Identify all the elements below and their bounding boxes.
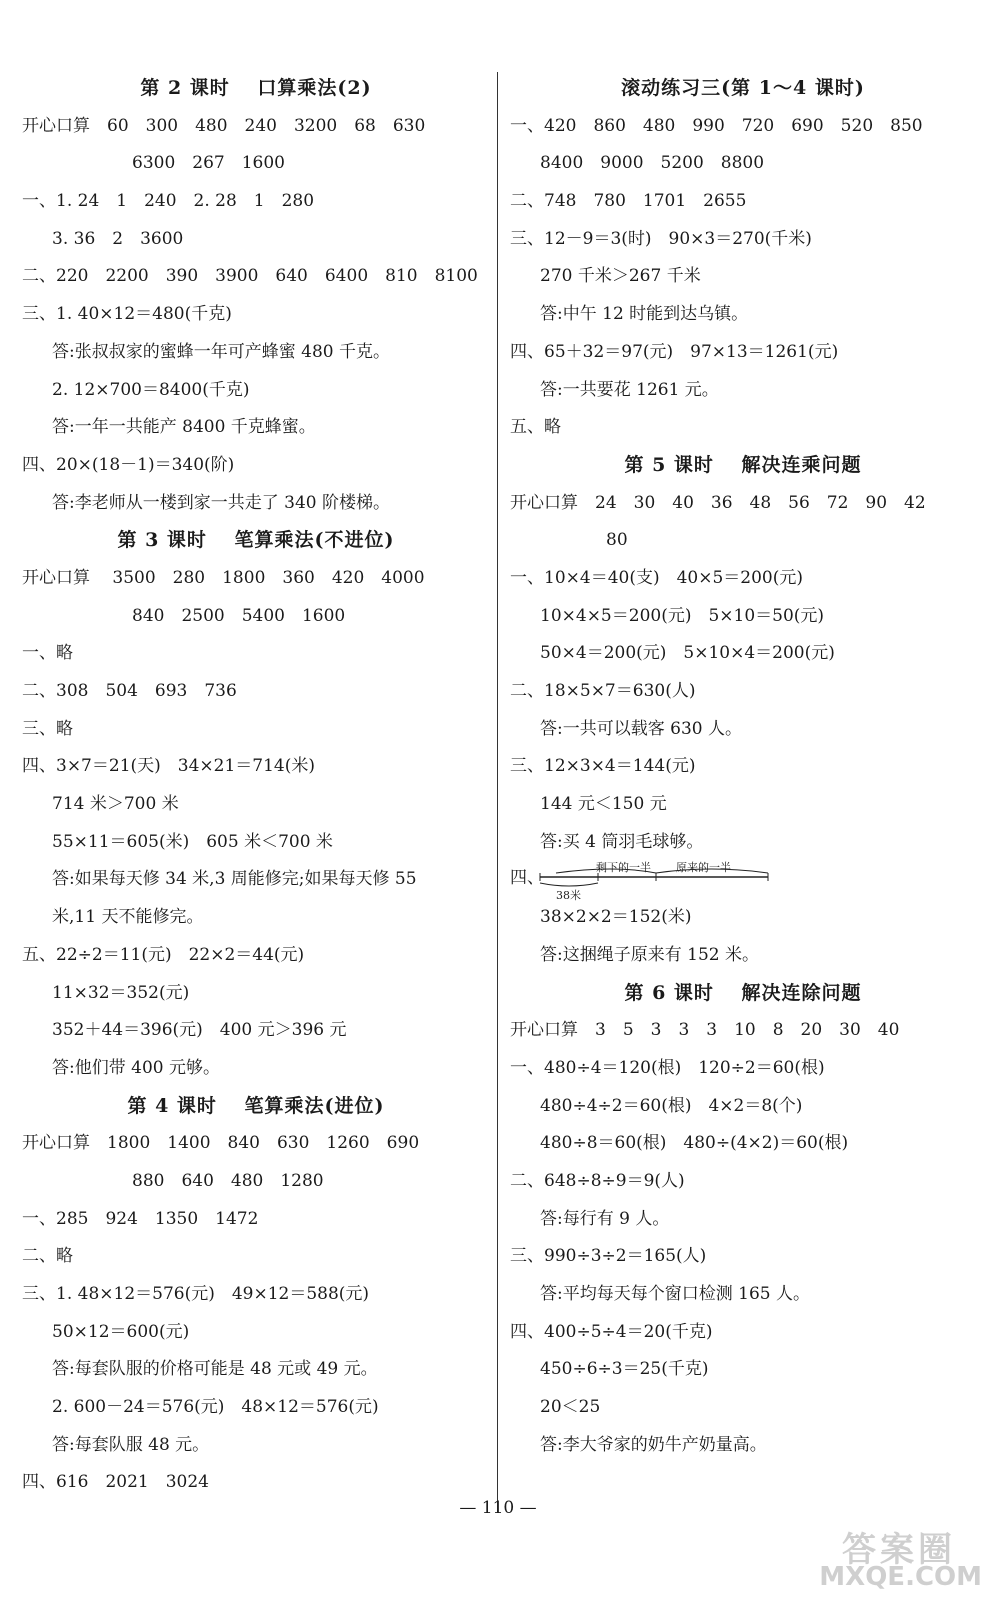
answer-line: 880 640 480 1280 [132,1170,324,1191]
answer-line: 答:一共可以载客 630 人。 [540,718,742,739]
section-heading: 第 4 课时 笔算乘法(进位) [127,1094,385,1117]
answer-line: 答:张叔叔家的蜜蜂一年可产蜂蜜 480 千克。 [52,341,390,362]
section-heading: 第 2 课时 口算乘法(2) [140,77,372,99]
diagram-label-left: 剩下的一半 [596,861,651,875]
answer-line: 答:每套队服 48 元。 [52,1434,210,1455]
answer-line: 二、220 2200 390 3900 640 6400 810 8100 [22,266,478,287]
watermark-text: 答案圈 [842,1530,956,1570]
rope-diagram [510,861,976,902]
answer-line: 四、616 2021 3024 [22,1472,209,1493]
answer-line: 答:李老师从一楼到家一共走了 340 阶楼梯。 [52,492,390,513]
answer-line: 答:他们带 400 元够。 [52,1057,220,1078]
answer-line: 6300 267 1600 [132,153,285,174]
answer-line: 米,11 天不能修完。 [52,907,204,928]
answer-line: 840 2500 5400 1600 [132,605,346,626]
answer-line: 50×4＝200(元) 5×10×4＝200(元) [540,643,835,664]
answer-line: 答:买 4 筒羽毛球够。 [540,831,704,852]
answer-line: 270 千米＞267 千米 [540,266,701,287]
answer-line: 一、285 924 1350 1472 [22,1208,259,1229]
answer-line: 一、480÷4＝120(根) 120÷2＝60(根) [510,1057,825,1078]
answer-line: 三、12×3×4＝144(元) [510,756,696,777]
answer-line: 480÷4÷2＝60(根) 4×2＝8(个) [540,1095,803,1116]
answer-line: 二、18×5×7＝630(人) [510,681,696,701]
answer-line: 50×12＝600(元) [52,1321,190,1342]
answer-line: 四、65＋32＝97(元) 97×13＝1261(元) [510,341,839,362]
column-divider [497,72,498,1512]
answer-line: 144 元＜150 元 [540,794,667,815]
answer-line: 开心口算 60 300 480 240 3200 68 630 [22,115,426,136]
answer-line: 五、略 [510,417,561,438]
answer-line: 二、648÷8÷9＝9(人) [510,1170,685,1191]
answer-line: 10×4×5＝200(元) 5×10＝50(元) [540,605,825,626]
answer-line: 四、400÷5÷4＝20(千克) [510,1321,713,1342]
answer-line: 二、748 780 1701 2655 [510,191,747,212]
diagram-label-bottom: 38米 [556,889,581,902]
answer-line: 2. 600－24＝576(元) 48×12＝576(元) [52,1397,379,1418]
diagram-label-right: 原来的一半 [676,861,731,875]
answer-line: 55×11＝605(米) 605 米＜700 米 [52,831,333,852]
answer-line: 480÷8＝60(根) 480÷(4×2)＝60(根) [540,1133,849,1154]
answer-line: 38×2×2＝152(米) [540,907,692,928]
answer-line: 答:这捆绳子原来有 152 米。 [540,944,759,965]
section-heading: 滚动练习三(第 1～4 课时) [621,77,865,99]
answer-line: 三、1. 48×12＝576(元) 49×12＝588(元) [22,1284,370,1304]
answer-line: 一、1. 24 1 240 2. 28 1 280 [22,191,315,212]
answer-line: 开心口算 24 30 40 36 48 56 72 90 42 [510,492,926,513]
answer-line: 答:平均每天每个窗口检测 165 人。 [540,1284,810,1304]
answer-line: 一、略 [22,643,73,664]
answer-line: 2. 12×700＝8400(千克) [52,379,250,400]
answer-line: 3. 36 2 3600 [52,228,184,249]
answer-line: 开心口算 3 5 3 3 3 10 8 20 30 40 [510,1020,900,1041]
answer-line: 450÷6÷3＝25(千克) [540,1359,709,1380]
answer-line: 8400 9000 5200 8800 [540,153,765,174]
answer-line: 11×32＝352(元) [52,982,190,1003]
section-heading: 第 3 课时 笔算乘法(不进位) [117,529,395,552]
answer-line: 一、10×4＝40(支) 40×5＝200(元) [510,567,803,588]
answer-line: 答:每套队服的价格可能是 48 元或 49 元。 [52,1359,378,1380]
answer-line: 三、1. 40×12＝480(千克) [22,304,232,325]
section-heading: 第 6 课时 解决连除问题 [624,981,862,1004]
answer-line: 答:一共要花 1261 元。 [540,379,719,400]
answer-line: 80 [606,530,628,551]
rope-line-diagram [536,861,776,901]
answer-line: 五、22÷2＝11(元) 22×2＝44(元) [22,944,305,965]
answer-line: 三、略 [22,718,73,739]
answer-line: 三、12－9＝3(时) 90×3＝270(千米) [510,228,812,249]
watermark-url: MXQE.COM [819,1562,982,1592]
answer-line: 答:中午 12 时能到达乌镇。 [540,304,749,325]
answer-line: 二、略 [22,1246,73,1267]
answer-line: 答:如果每天修 34 米,3 周能修完;如果每天修 55 [52,869,417,890]
answer-line: 20＜25 [540,1397,601,1418]
answer-line: 三、990÷3÷2＝165(人) [510,1246,707,1267]
answer-line: 714 米＞700 米 [52,794,179,815]
left-column [22,70,490,1502]
answer-line: 一、420 860 480 990 720 690 520 850 [510,115,923,136]
answer-line: 开心口算 1800 1400 840 630 1260 690 [22,1133,420,1154]
watermark [786,1522,986,1592]
right-column [510,70,976,1464]
page-number: — 110 — [459,1498,537,1518]
answer-line: 答:一年一共能产 8400 千克蜂蜜。 [52,417,316,438]
section-heading: 第 5 课时 解决连乘问题 [624,453,862,476]
answer-line: 答:每行有 9 人。 [540,1208,670,1229]
diagram-prefix: 四、 [510,868,544,889]
answer-line: 答:李大爷家的奶牛产奶量高。 [540,1434,767,1455]
answer-line: 352＋44＝396(元) 400 元＞396 元 [52,1020,347,1041]
answer-line: 开心口算 3500 280 1800 360 420 4000 [22,567,425,588]
brace-bottom [540,883,598,886]
answer-line: 四、20×(18－1)＝340(阶) [22,454,235,475]
answer-line: 二、308 504 693 736 [22,681,237,701]
answer-line: 四、3×7＝21(天) 34×21＝714(米) [22,756,315,777]
